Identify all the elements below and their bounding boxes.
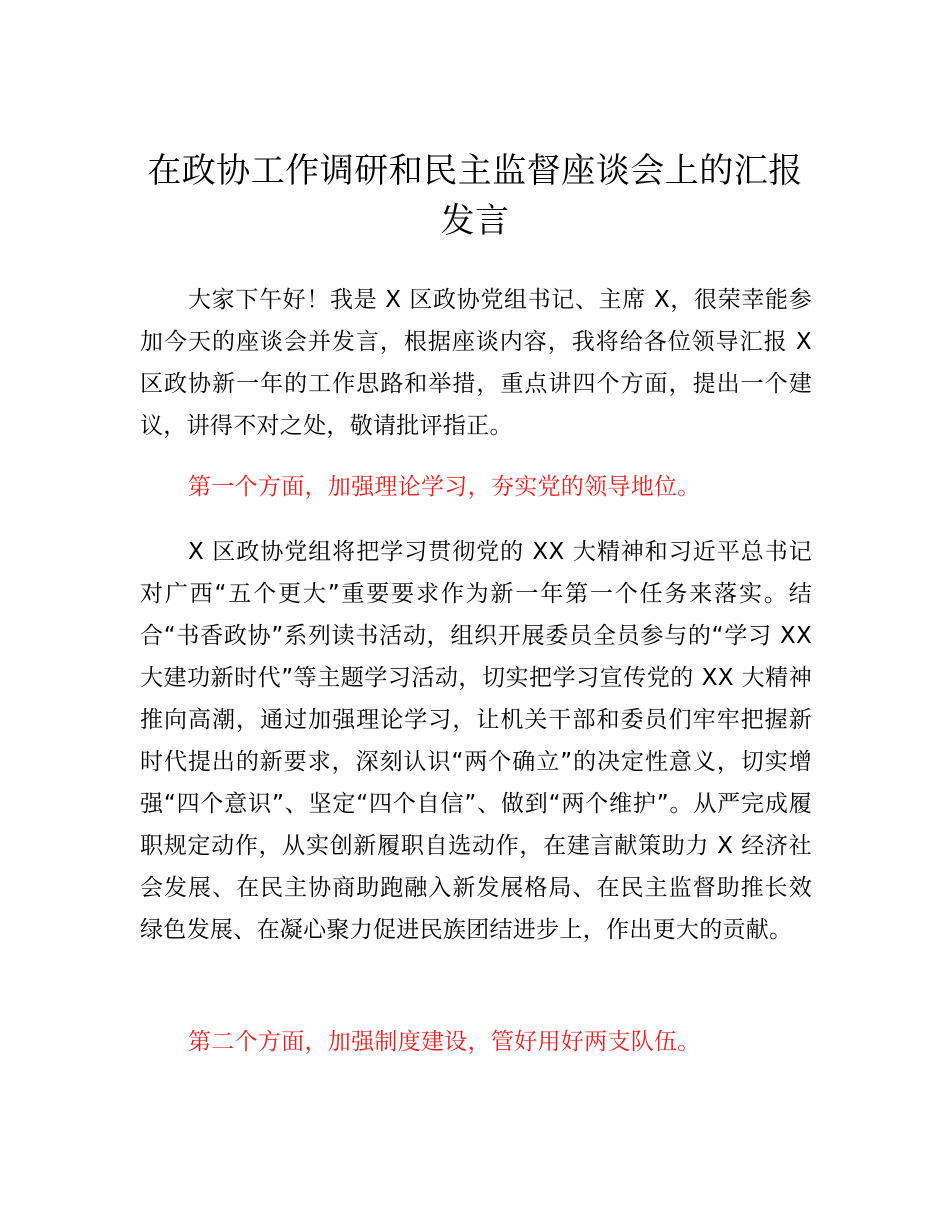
title-line-2: 发言 [440, 201, 510, 241]
section-1-heading: 第一个方面，加强理论学习，夯实党的领导地位。 [188, 474, 701, 500]
section-2-heading: 第二个方面，加强制度建设，管好用好两支队伍。 [188, 1029, 701, 1055]
intro-paragraph: 大家下午好！我是 X 区政协党组书记、主席 X，很荣幸能参加今天的座谈会并发言，根据座谈内容，我将给各位领导汇报 X 区政协新一年的工作思路和举措，重点讲四个方面，提出一个建议，讲得不对之处，敬请批评指正。 [140, 287, 812, 439]
section-1-paragraph: X 区政协党组将把学习贯彻党的 XX 大精神和习近平总书记对广西“五个更大”重要要求作为新一年第一个任务来落实。结合“书香政协”系列读书活动，组织开展委员全员参与的“学习 XX 大建功新时代”等主题学习活动，切实把学习宣传党的 XX 大精神推向高潮，通过加强理论学习，让机关干部和委员们牢牢把握新时代提出的新要求，深刻认识“两个确立”的决定性意义，切实增强“四个意识”、坚定“四个自信”、做到“两个维护”。从严完成履职规定动作，从实创新履职自选动作，在建言献策助力 X 经济社会发展、在民主协商助跑融入新发展格局、在民主监督助推长效绿色发展、在凝心聚力促进民族团结进步上，作出更大的贡献。 [140, 539, 812, 943]
title-line-1: 在政协工作调研和民主监督座谈会上的汇报 [147, 151, 803, 191]
page-title [140, 146, 810, 246]
